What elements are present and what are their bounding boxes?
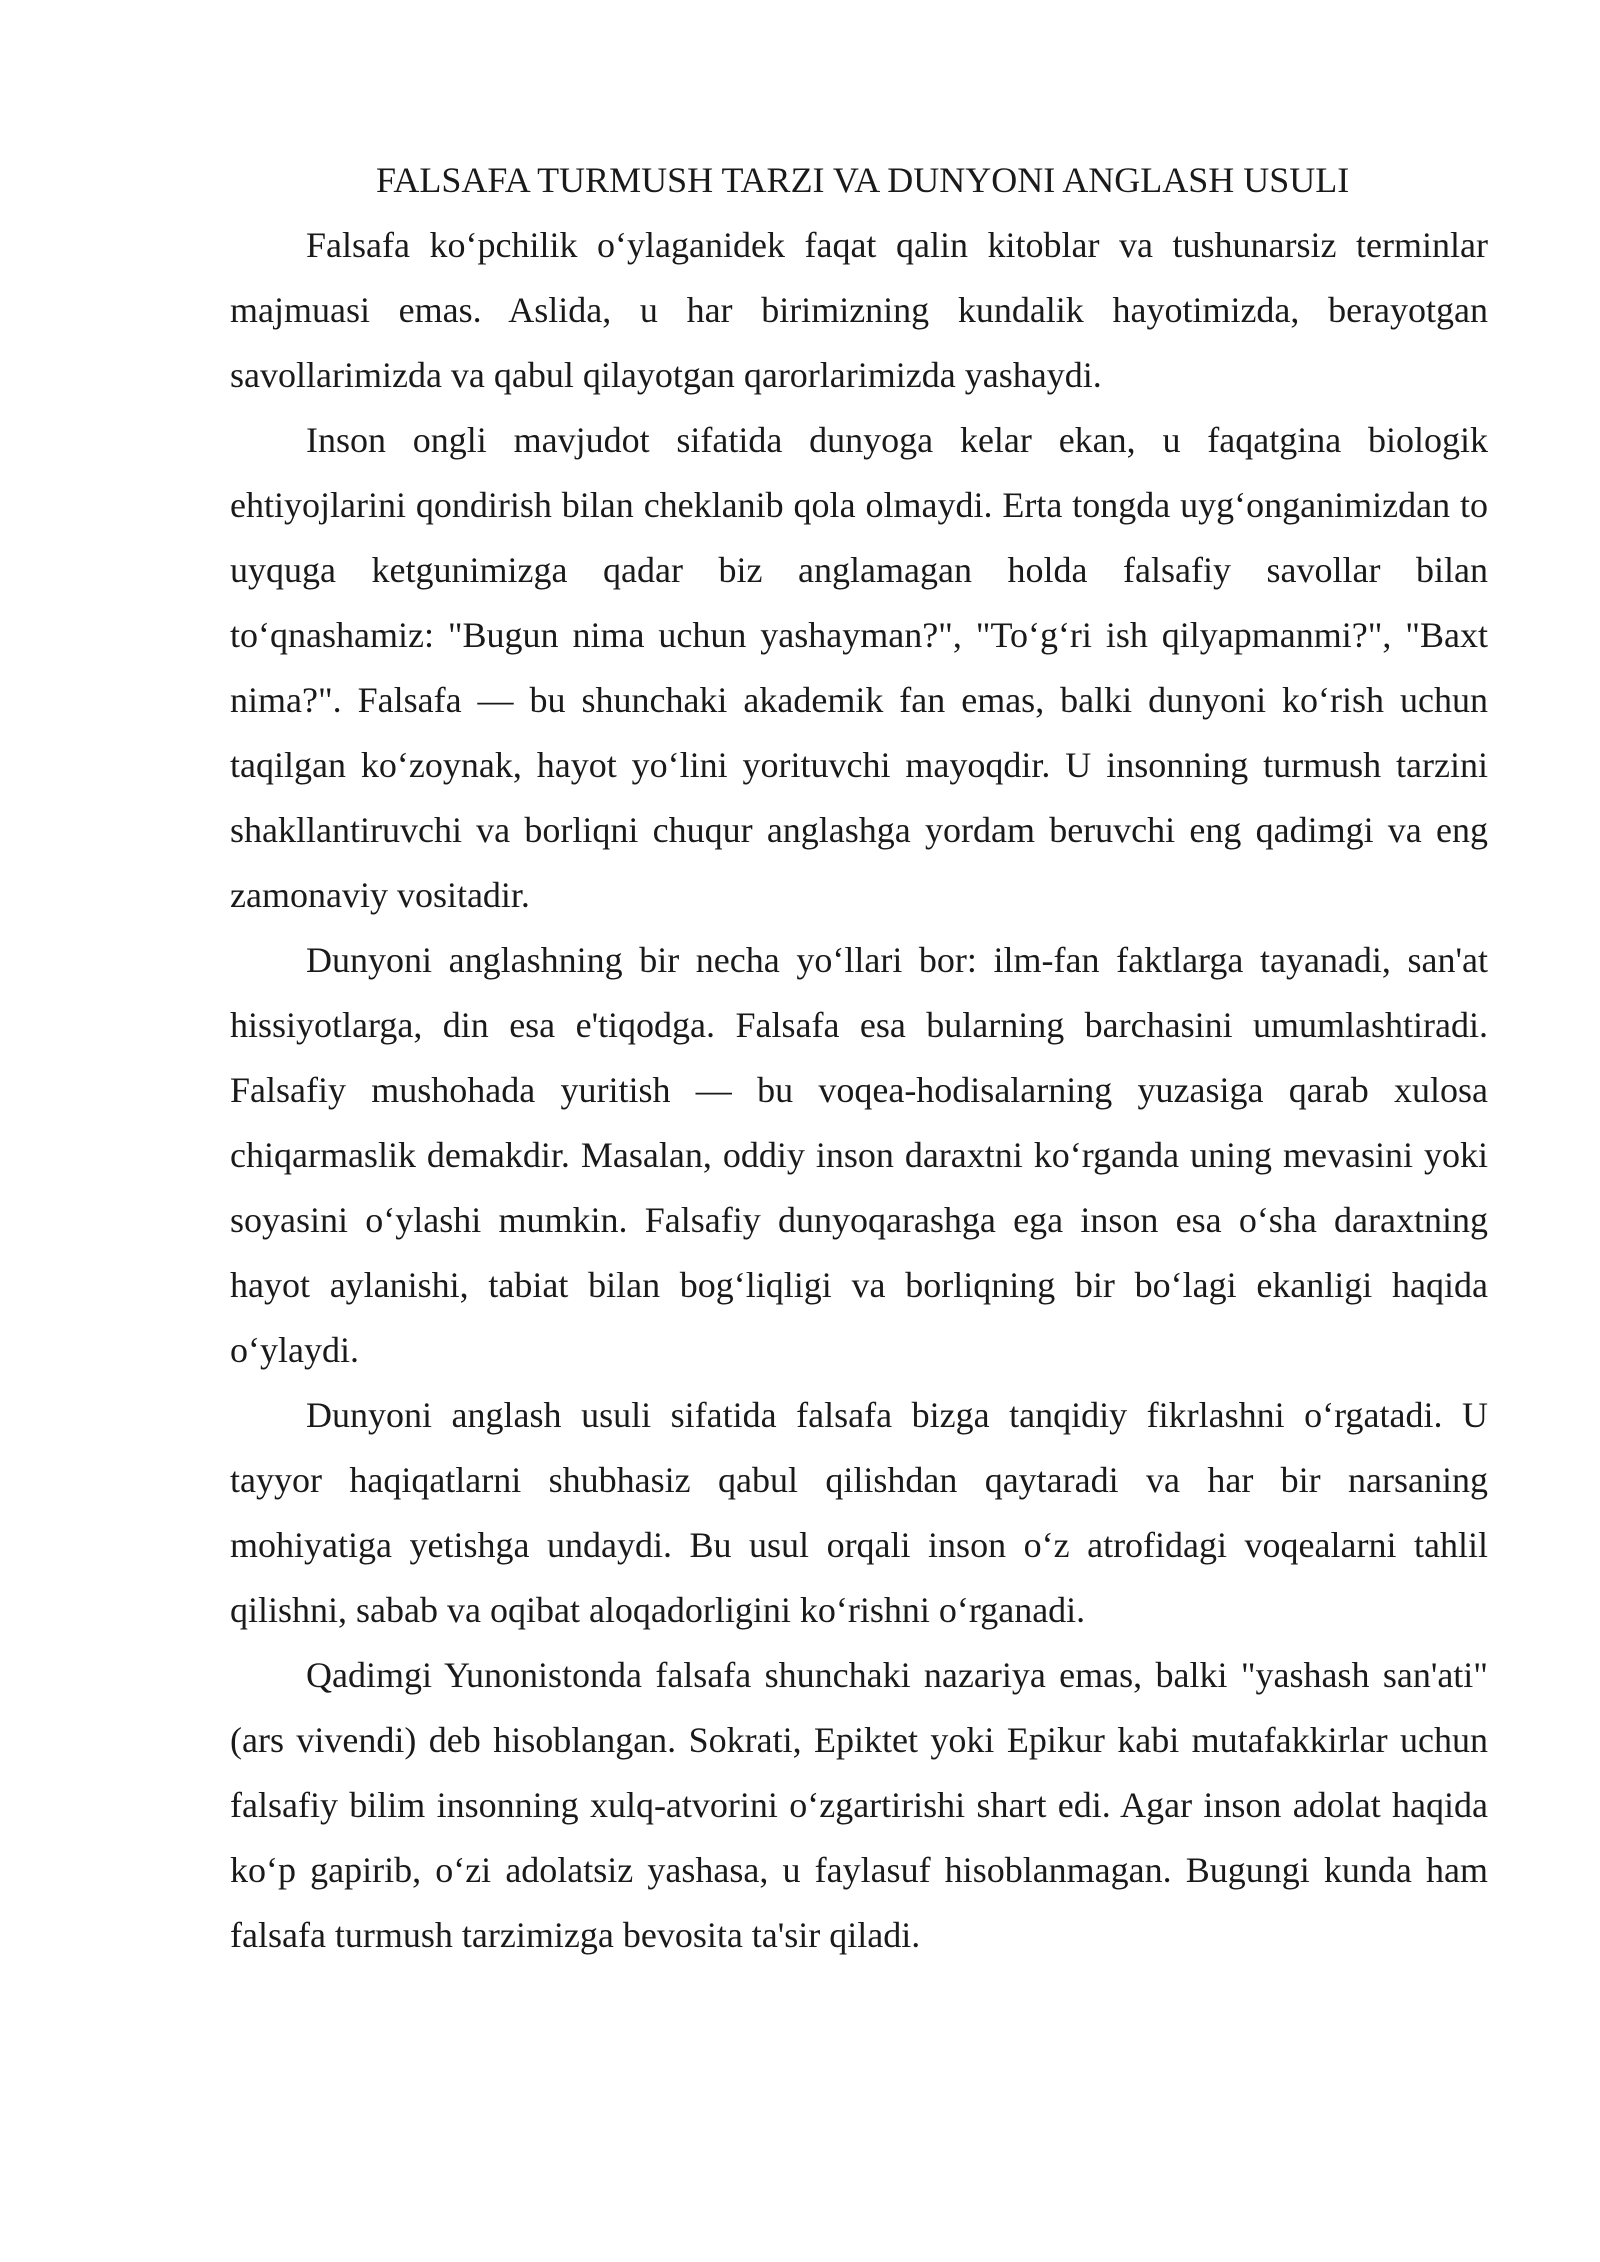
paragraph-ways-of-knowing: Dunyoni anglashning bir necha yoʻllari bor: ilm-fan faktlarga tayanadi, san'at hissiyotlarga, din esa e'tiqodga. Falsafa esa bularning barchasini umumlashtiradi. Falsafiy mushohada yuritish — bu voqea-hodisalarning yuzasiga qarab xulosa chiqarmaslik demakdir. Masalan, oddiy inson daraxtni koʻrganda uning mevasini yoki soyasini oʻylashi mumkin. Falsafiy dunyoqarashga ega inson esa oʻsha daraxtning hayot aylanishi, tabiat bilan bogʻliqligi va borliqning bir boʻlagi ekanligi haqida oʻylaydi. — [230, 940, 1488, 1370]
paragraph-ancient-greece: Qadimgi Yunonistonda falsafa shunchaki nazariya emas, balki "yashash san'ati" (ars vivendi) deb hisoblangan. Sokrati, Epiktet yoki Epikur kabi mutafakkirlar uchun falsafiy bilim insonning xulq-atvorini oʻzgartirishi shart edi. Agar inson adolat haqida koʻp gapirib, oʻzi adolatsiz yashasa, u faylasuf hisoblanmagan. Bugungi kunda ham falsafa turmush tarzimizga bevosita ta'sir qiladi. — [230, 1655, 1488, 1955]
paragraph-critical-thinking: Dunyoni anglash usuli sifatida falsafa bizga tanqidiy fikrlashni oʻrgatadi. U tayyor haqiqatlarni shubhasiz qabul qilishdan qaytaradi va har bir narsaning mohiyatiga yetishga undaydi. Bu usul orqali inson oʻz atrofidagi voqealarni tahlil qilishni, sabab va oqibat aloqadorligini koʻrishni oʻrganadi. — [230, 1395, 1488, 1630]
paragraph-intro: Falsafa koʻpchilik oʻylaganidek faqat qalin kitoblar va tushunarsiz terminlar majmuasi emas. Aslida, u har birimizning kundalik hayotimizda, berayotgan savollarimizda va qabul qilayotgan qarorlarimizda yashaydi. — [230, 225, 1488, 395]
paragraph-human-questions: Inson ongli mavjudot sifatida dunyoga kelar ekan, u faqatgina biologik ehtiyojlarini qondirish bilan cheklanib qola olmaydi. Erta tongda uygʻonganimizdan to uyquga ketgunimizga qadar biz anglamagan holda falsafiy savollar bilan toʻqnashamiz: "Bugun nima uchun yashayman?", "Toʻgʻri ish qilyapmanmi?", "Baxt nima?". Falsafa — bu shunchaki akademik fan emas, balki dunyoni koʻrish uchun taqilgan koʻzoynak, hayot yoʻlini yorituvchi mayoqdir. U insonning turmush tarzini shakllantiruvchi va borliqni chuqur anglashga yordam beruvchi eng qadimgi va eng zamonaviy vositadir. — [230, 420, 1488, 915]
document-body — [230, 148, 1488, 1968]
document-title: FALSAFA TURMUSH TARZI VA DUNYONI ANGLASH USULI — [376, 160, 1350, 200]
